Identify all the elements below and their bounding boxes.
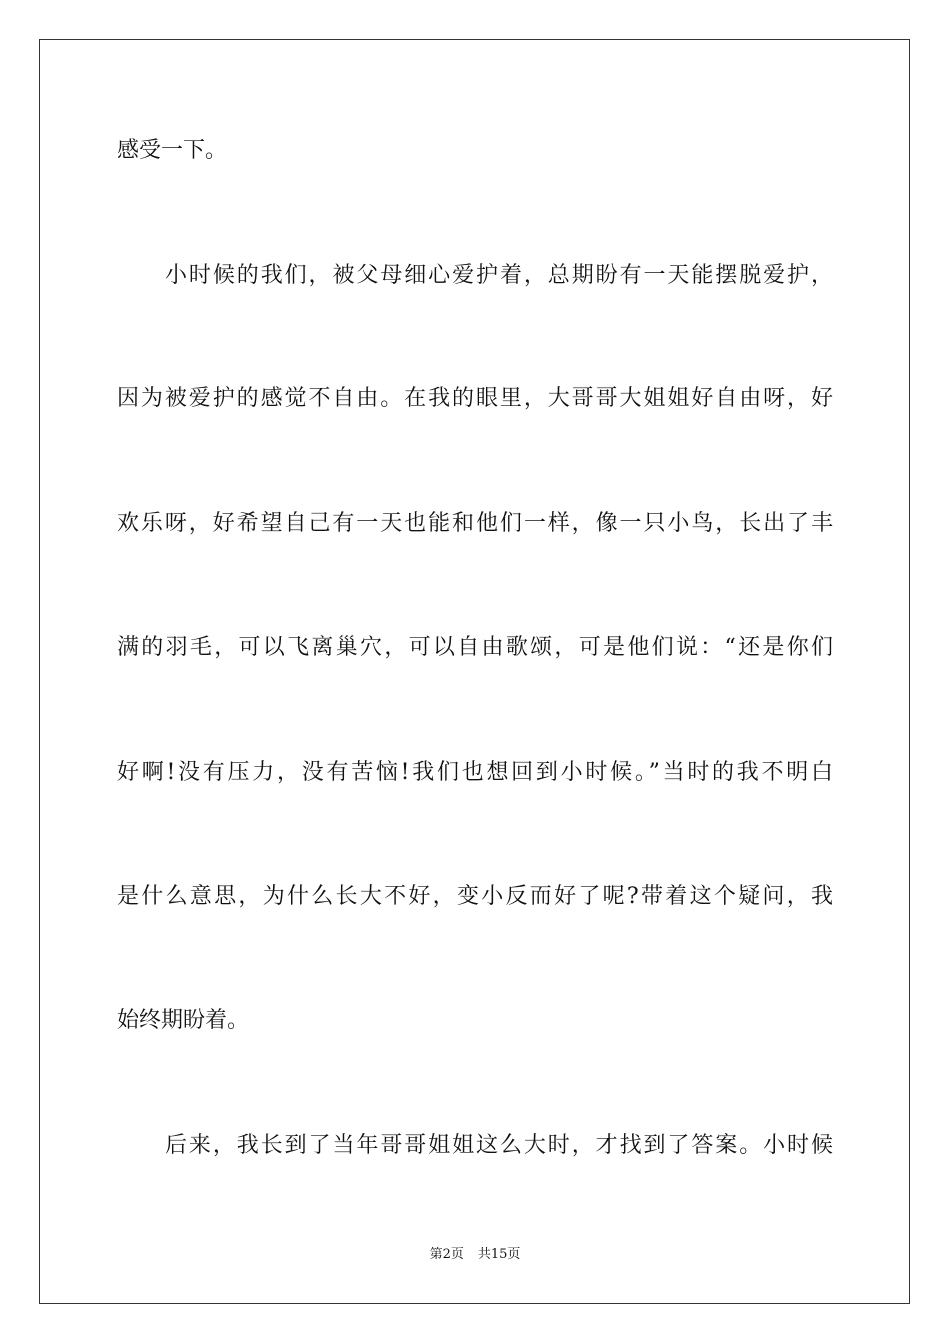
page-footer [0, 1246, 950, 1264]
text-line: 始终期盼着。 [117, 1008, 250, 1033]
text-line: 好啊!没有压力，没有苦恼!我们也想回到小时候。”当时的我不明白 [117, 760, 833, 785]
text-line: 感受一下。 [117, 138, 228, 163]
page-number: 第2页 [429, 1247, 464, 1262]
page-border [39, 39, 910, 1304]
text-line: 欢乐呀，好希望自己有一天也能和他们一样，像一只小鸟，长出了丰 [117, 511, 833, 536]
page-total: 共15页 [477, 1247, 521, 1262]
text-line: 后来，我长到了当年哥哥姐姐这么大时，才找到了答案。小时候 [165, 1133, 833, 1158]
text-line: 小时候的我们，被父母细心爱护着，总期盼有一天能摆脱爱护， [165, 263, 833, 288]
text-line: 是什么意思，为什么长大不好，变小反而好了呢?带着这个疑问，我 [117, 884, 833, 909]
text-line: 因为被爱护的感觉不自由。在我的眼里，大哥哥大姐姐好自由呀，好 [117, 386, 833, 411]
text-line: 满的羽毛，可以飞离巢穴，可以自由歌颂，可是他们说：“还是你们 [117, 635, 833, 660]
